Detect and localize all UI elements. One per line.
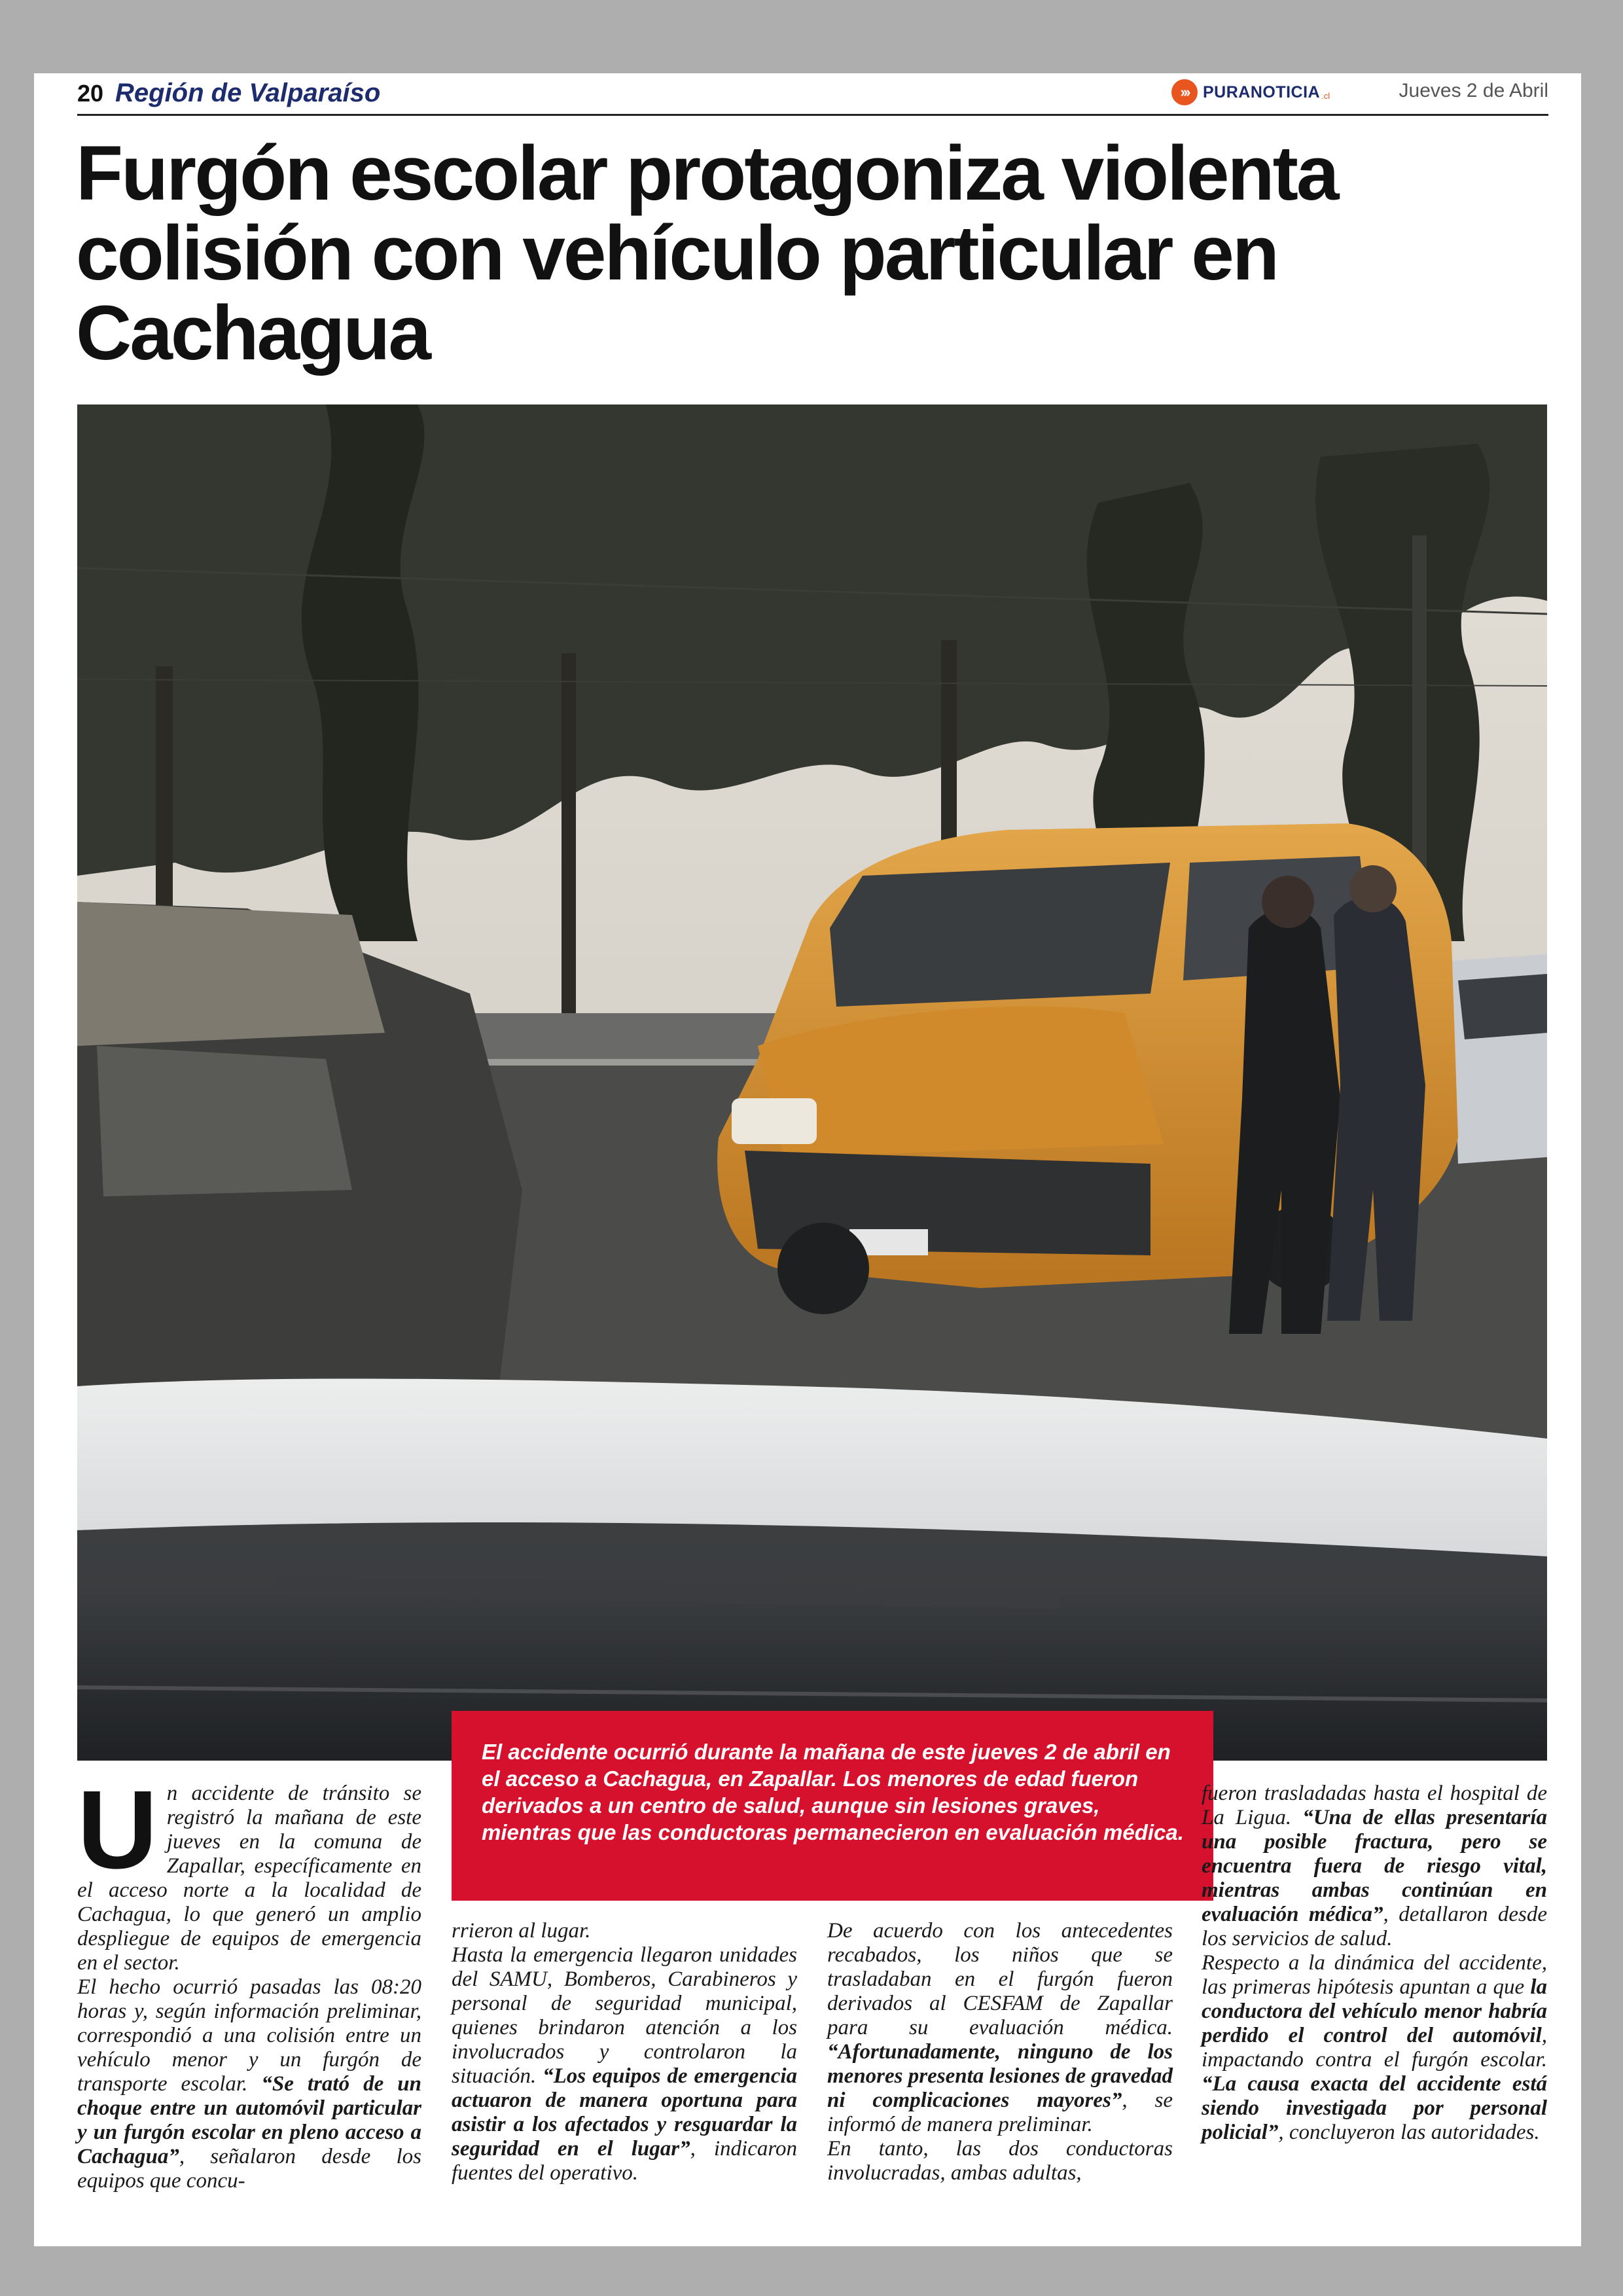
paragraph-6-quote: “La causa exacta del accidente está siendo investigada por personal policial”	[1202, 2072, 1547, 2144]
brand-chevrons-icon: ›››	[1171, 79, 1198, 105]
brand-suffix: .cl	[1321, 90, 1330, 101]
paragraph-3-quote: “Los equipos de emergencia actuaron de manera oportuna para asistir a los afectados y resguardar la seguridad en el lugar”	[452, 2064, 798, 2161]
crashed-school-van-photo	[77, 404, 1547, 1761]
paragraph-5-attribution: , detallaron desde los servicios de salud.	[1202, 1903, 1547, 1950]
article-column-1	[77, 1768, 421, 2193]
caption-text: El accidente ocurrió durante la mañana de este jueves 2 de abril en el acceso a Cachagua, en Zapallar. Los menores de edad fueron derivados a un centro de salud, aunque sin lesiones graves, mientras que las conductoras permanecieron en evaluación médica.	[482, 1740, 1184, 1844]
article-column-4	[1202, 1782, 1547, 2145]
paragraph-5-continued: fueron trasladadas hasta el hospital de La Ligua.	[1202, 1782, 1547, 1829]
page-number: 20	[77, 80, 104, 107]
paragraph-2-continued: rrieron al lugar.	[452, 1919, 591, 1943]
article-column-3	[827, 1919, 1173, 2185]
article-column-2	[452, 1919, 797, 2185]
paragraph-6-text-2: , impactando contra el furgón escolar.	[1202, 2024, 1547, 2072]
header-rule	[77, 114, 1548, 116]
brand-logo	[1171, 77, 1330, 107]
paragraph-3-text: Hasta la emergencia llegaron unidades del SAMU, Bomberos, Carabineros y personal de seguridad municipal, quienes brindaron atención a los involucrados y controlaron la situación.	[452, 1943, 797, 2088]
drop-cap: U	[77, 1768, 158, 1892]
paragraph-6-attribution: , concluyeron las autoridades.	[1278, 2121, 1540, 2144]
brand-name: PURANOTICIA	[1203, 82, 1321, 101]
paragraph-2-text: El hecho ocurrió pasadas las 08:20 horas y, según información preliminar, correspondió a una colisión entre un vehículo menor y un furgón de transporte escolar.	[77, 1975, 421, 2096]
headline: Furgón escolar protagoniza violenta colisión con vehículo particular en Cachagua	[76, 130, 1338, 376]
paragraph-4-attribution: , se informó de manera preliminar.	[827, 2089, 1173, 2136]
paragraph-5-quote: “Una de ellas presentaría una posible fractura, pero se encuentra fuera de riesgo vital, mientras ambas continúan en evaluación médica”	[1202, 1806, 1548, 1926]
photo-caption	[452, 1711, 1213, 1901]
paragraph-6-text: Respecto a la dinámica del accidente, las primeras hipótesis apuntan a que	[1202, 1951, 1547, 1999]
issue-date: Jueves 2 de Abril	[1399, 80, 1548, 101]
paragraph-4-quote: “Afortunadamente, ninguno de los menores presenta lesiones de gravedad ni complicaciones mayores”	[827, 2040, 1173, 2112]
paragraph-3-attribution: , indicaron fuentes del operativo.	[452, 2137, 797, 2185]
paragraph-2-quote: “Se trató de un choque entre un automóvil particular y un furgón escolar en pleno acceso a Cachagua”	[77, 2072, 421, 2168]
paragraph-5-text: En tanto, las dos conductoras involucradas, ambas adultas,	[827, 2137, 1173, 2185]
paragraph-1: n accidente de tránsito se registró la mañana de este jueves en la comuna de Zapallar, específicamente en el acceso norte a la localidad de Cachagua, lo que generó un amplio despliegue de equipos de emergencia en el sector.	[77, 1782, 421, 1975]
paragraph-6-highlight: la conductora del vehículo menor habría perdido el control del automóvil	[1202, 1975, 1547, 2047]
running-header	[77, 73, 1548, 117]
paragraph-2-attribution: , señalaron desde los equipos que concu-	[77, 2145, 421, 2193]
paragraph-4-text: De acuerdo con los antecedentes recabados, los niños que se trasladaban en el furgón fueron derivados al CESFAM de Zapallar para su evaluación médica.	[827, 1919, 1173, 2039]
section-title: Región de Valparaíso	[115, 79, 381, 107]
